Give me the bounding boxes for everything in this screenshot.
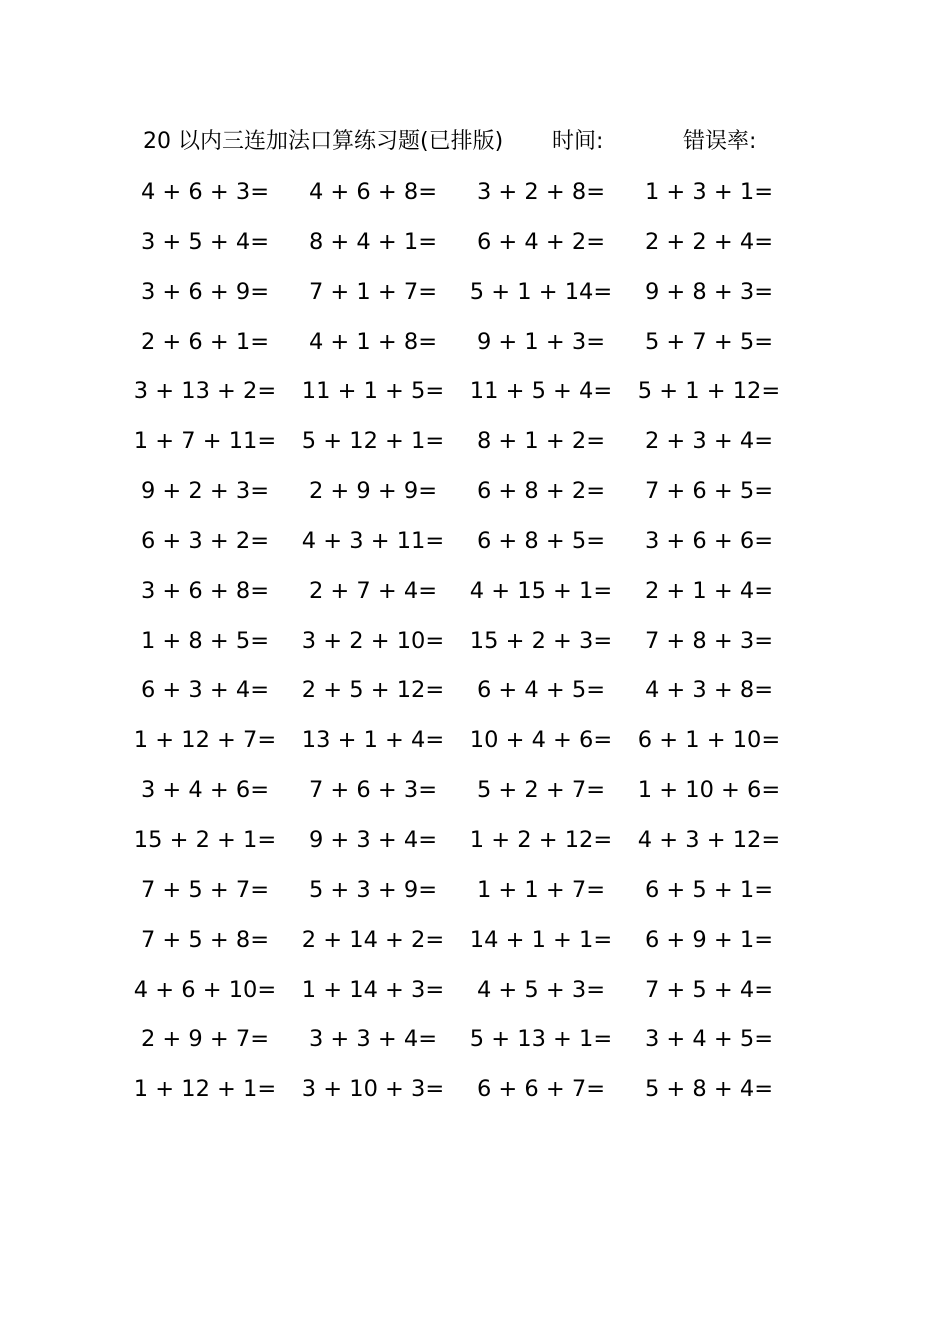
- problem-grid: [0, 172, 950, 1119]
- addition-problem: 2 + 7 + 4=: [308, 577, 438, 604]
- addition-problem: 3 + 3 + 4=: [308, 1026, 438, 1053]
- addition-problem: 2 + 5 + 12=: [301, 677, 445, 704]
- addition-problem: 2 + 9 + 7=: [140, 1026, 270, 1053]
- addition-problem: 1 + 3 + 1=: [644, 179, 774, 205]
- problem-row: [0, 172, 950, 222]
- worksheet-title: 20 以内三连加法口算练习题(已排版): [143, 129, 504, 154]
- addition-problem: 5 + 1 + 14=: [469, 278, 613, 305]
- addition-problem: 2 + 2 + 4=: [644, 228, 774, 255]
- addition-problem: 7 + 5 + 8=: [140, 926, 270, 953]
- problem-row: [0, 222, 950, 272]
- addition-problem: 6 + 9 + 1=: [644, 926, 774, 953]
- addition-problem: 3 + 6 + 8=: [140, 577, 270, 604]
- addition-problem: 5 + 12 + 1=: [301, 428, 445, 455]
- addition-problem: 9 + 2 + 3=: [140, 478, 270, 505]
- addition-problem: 6 + 3 + 2=: [140, 527, 270, 554]
- problem-row: [0, 720, 950, 770]
- addition-problem: 4 + 15 + 1=: [469, 577, 613, 604]
- addition-problem: 2 + 1 + 4=: [644, 577, 774, 604]
- addition-problem: 3 + 6 + 6=: [644, 527, 774, 554]
- problem-row: [0, 521, 950, 571]
- addition-problem: 5 + 2 + 7=: [476, 777, 606, 804]
- addition-problem: 4 + 3 + 12=: [637, 826, 781, 853]
- addition-problem: 4 + 1 + 8=: [308, 328, 438, 355]
- addition-problem: 6 + 8 + 5=: [476, 527, 606, 554]
- addition-problem: 5 + 8 + 4=: [644, 1076, 774, 1103]
- addition-problem: 1 + 10 + 6=: [637, 777, 781, 804]
- addition-problem: 7 + 6 + 3=: [308, 777, 438, 804]
- addition-problem: 13 + 1 + 4=: [301, 727, 445, 754]
- error-rate-label: 错误率:: [683, 129, 757, 154]
- problem-row: [0, 1019, 950, 1069]
- addition-problem: 3 + 13 + 2=: [133, 378, 277, 405]
- addition-problem: 8 + 1 + 2=: [476, 428, 606, 455]
- addition-problem: 6 + 8 + 2=: [476, 478, 606, 505]
- addition-problem: 2 + 3 + 4=: [644, 428, 774, 455]
- addition-problem: 9 + 3 + 4=: [308, 826, 438, 853]
- addition-problem: 5 + 1 + 12=: [637, 378, 781, 405]
- addition-problem: 14 + 1 + 1=: [469, 926, 613, 953]
- addition-problem: 1 + 12 + 7=: [133, 727, 277, 754]
- addition-problem: 1 + 8 + 5=: [140, 627, 270, 654]
- addition-problem: 1 + 2 + 12=: [469, 826, 613, 853]
- problem-row: [0, 970, 950, 1020]
- addition-problem: 6 + 4 + 2=: [476, 228, 606, 255]
- addition-problem: 3 + 10 + 3=: [301, 1076, 445, 1103]
- addition-problem: 4 + 3 + 11=: [301, 527, 445, 554]
- addition-problem: 7 + 6 + 5=: [644, 478, 774, 505]
- addition-problem: 2 + 9 + 9=: [308, 478, 438, 505]
- problem-row: [0, 471, 950, 521]
- addition-problem: 7 + 5 + 4=: [644, 976, 774, 1003]
- time-label: 时间:: [552, 129, 604, 154]
- addition-problem: 3 + 5 + 4=: [140, 228, 270, 255]
- addition-problem: 6 + 3 + 4=: [140, 677, 270, 704]
- addition-problem: 6 + 6 + 7=: [476, 1076, 606, 1103]
- addition-problem: 1 + 7 + 11=: [133, 428, 277, 455]
- addition-problem: 3 + 6 + 9=: [140, 278, 270, 305]
- worksheet-header: [143, 124, 803, 160]
- addition-problem: 5 + 7 + 5=: [644, 328, 774, 355]
- problem-row: [0, 1069, 950, 1119]
- addition-problem: 15 + 2 + 1=: [133, 826, 277, 853]
- problem-row: [0, 820, 950, 870]
- addition-problem: 7 + 8 + 3=: [644, 627, 774, 654]
- problem-row: [0, 371, 950, 421]
- addition-problem: 3 + 2 + 8=: [476, 179, 606, 205]
- problem-row: [0, 571, 950, 621]
- addition-problem: 4 + 6 + 8=: [308, 179, 438, 205]
- addition-problem: 9 + 1 + 3=: [476, 328, 606, 355]
- problem-row: [0, 770, 950, 820]
- addition-problem: 7 + 5 + 7=: [140, 876, 270, 903]
- addition-problem: 4 + 6 + 10=: [133, 976, 277, 1003]
- addition-problem: 8 + 4 + 1=: [308, 228, 438, 255]
- problem-row: [0, 272, 950, 322]
- addition-problem: 3 + 4 + 6=: [140, 777, 270, 804]
- problem-row: [0, 920, 950, 970]
- problem-row: [0, 870, 950, 920]
- addition-problem: 4 + 3 + 8=: [644, 677, 774, 704]
- addition-problem: 3 + 2 + 10=: [301, 627, 445, 654]
- addition-problem: 1 + 14 + 3=: [301, 976, 445, 1003]
- addition-problem: 6 + 5 + 1=: [644, 876, 774, 903]
- addition-problem: 6 + 1 + 10=: [637, 727, 781, 754]
- addition-problem: 4 + 6 + 3=: [140, 179, 270, 205]
- addition-problem: 2 + 14 + 2=: [301, 926, 445, 953]
- addition-problem: 2 + 6 + 1=: [140, 328, 270, 355]
- problem-row: [0, 322, 950, 372]
- addition-problem: 5 + 13 + 1=: [469, 1026, 613, 1053]
- addition-problem: 7 + 1 + 7=: [308, 278, 438, 305]
- addition-problem: 11 + 5 + 4=: [469, 378, 613, 405]
- problem-row: [0, 421, 950, 471]
- problem-row: [0, 670, 950, 720]
- addition-problem: 1 + 12 + 1=: [133, 1076, 277, 1103]
- addition-problem: 3 + 4 + 5=: [644, 1026, 774, 1053]
- addition-problem: 5 + 3 + 9=: [308, 876, 438, 903]
- addition-problem: 10 + 4 + 6=: [469, 727, 613, 754]
- problem-row: [0, 621, 950, 671]
- addition-problem: 1 + 1 + 7=: [476, 876, 606, 903]
- addition-problem: 4 + 5 + 3=: [476, 976, 606, 1003]
- addition-problem: 15 + 2 + 3=: [469, 627, 613, 654]
- addition-problem: 11 + 1 + 5=: [301, 378, 445, 405]
- addition-problem: 9 + 8 + 3=: [644, 278, 774, 305]
- addition-problem: 6 + 4 + 5=: [476, 677, 606, 704]
